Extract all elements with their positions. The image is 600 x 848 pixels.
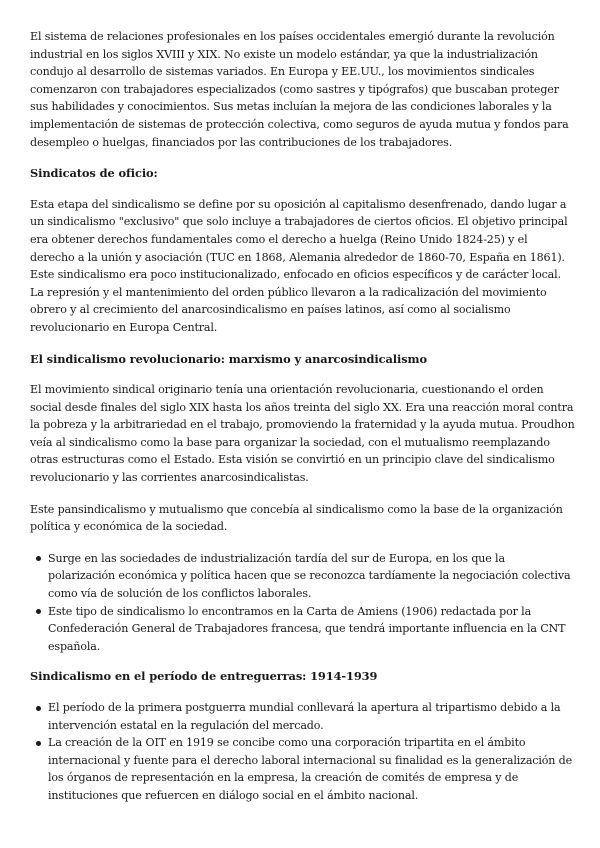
document-page — [30, 28, 575, 818]
pansindicalismo-paragraph: Este pansindicalismo y mutualismo que concebía al sindicalismo como la base de la organización política y económica de la sociedad. — [30, 502, 563, 534]
section-heading-entreguerras: Sindicalismo en el período de entreguerras: 1914-1939 — [30, 669, 378, 684]
section-heading-sindicatos-de-oficio: Sindicatos de oficio: — [30, 166, 158, 181]
revolucionario-bullet-list — [30, 550, 575, 656]
list-item: Este tipo de sindicalismo lo encontramos en la Carta de Amiens (1906) redactada por la Confederación General de Trabajadores francesa, que tendrá importante influencia en la CNT española. — [48, 603, 575, 656]
sindicatos-de-oficio-paragraph: Esta etapa del sindicalismo se define por su oposición al capitalismo desenfrenado, dando lugar a un sindicalismo "exclusivo" que solo incluye a trabajadores de ciertos oficios. El objetivo principal era obtener derechos fundamentales como el derecho a huelga (Reino Unido 1824-25) y el derecho a la unión y asociación (TUC en 1868, Alemania alrededor de 1860-70, España en 1861). Este sindicalismo era poco institucionalizado, enfocado en oficios específicos y de carácter local. La represión y el mantenimiento del orden público llevaron a la radicalización del movimiento obrero y al crecimiento del anarcosindicalismo en países latinos, así como al socialismo revolucionario en Europa Central. — [30, 197, 568, 334]
list-item: Surge en las sociedades de industrialización tardía del sur de Europa, en los que la polarización económica y política hacen que se reconozca tardíamente la negociación colectiva como vía de solución de los conflictos laborales. — [48, 550, 575, 603]
section-heading-sindicalismo-revolucionario: El sindicalismo revolucionario: marxismo y anarcosindicalismo — [30, 351, 427, 366]
sindicalismo-revolucionario-paragraph: El movimiento sindical originario tenía una orientación revolucionaria, cuestionando el orden social desde finales del siglo XIX hasta los años treinta del siglo XX. Era una reacción moral contra la pobreza y la arbitrariedad en el trabajo, promoviendo la fraternidad y la ayuda mutua. Proudhon veía al sindicalismo como la base para organizar la sociedad, con el mutualismo reemplazando otras estructuras como el Estado. Esta visión se convirtió en un principio clave del sindicalismo revolucionario y las corrientes anarcosindicalistas. — [30, 383, 575, 485]
list-item: El período de la primera postguerra mundial conllevará la apertura al tripartismo debido a la intervención estatal en la regulación del mercado. — [48, 699, 575, 734]
entreguerras-bullet-list — [30, 699, 575, 805]
list-item: La creación de la OIT en 1919 se concibe como una corporación tripartita en el ámbito internacional y fuente para el derecho laboral internacional su finalidad es la generalización de los órganos de representación en la empresa, la creación de comités de empresa y de instituciones que refuercen en diálogo social en el ámbito nacional. — [48, 734, 575, 804]
intro-paragraph: El sistema de relaciones profesionales en los países occidentales emergió durante la revolución industrial en los siglos XVIII y XIX. No existe un modelo estándar, ya que la industrialización condujo al desarrollo de sistemas variados. En Europa y EE.UU., los movimientos sindicales comenzaron con trabajadores especializados (como sastres y tipógrafos) que buscaban proteger sus habilidades y conocimientos. Sus metas incluían la mejora de las condiciones laborales y la implementación de sistemas de protección colectiva, como seguros de ayuda mutua y fondos para desempleo o huelgas, financiados por las contribuciones de los trabajadores. — [30, 30, 569, 149]
